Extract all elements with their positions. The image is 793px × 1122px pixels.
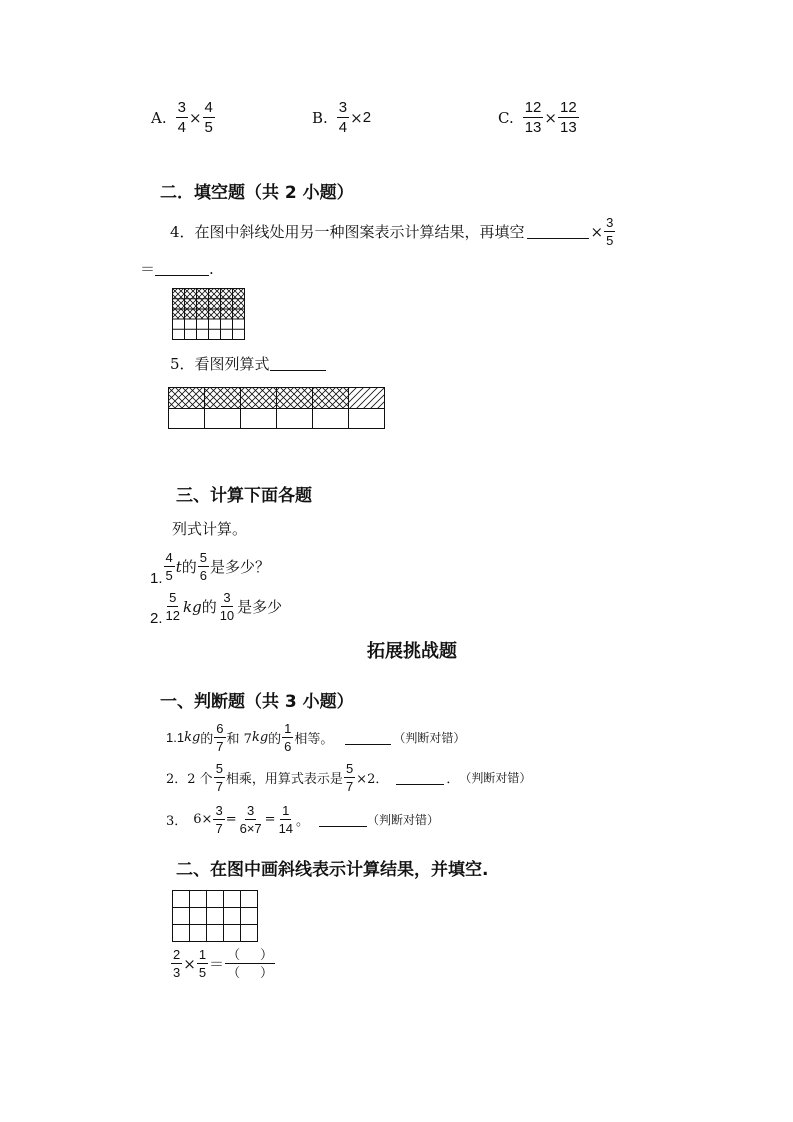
option-label: B. bbox=[312, 108, 328, 127]
times-sign: × bbox=[183, 954, 196, 973]
section-title-draw: 二、在图中画斜线表示计算结果，并填空. bbox=[176, 860, 489, 880]
option-label: A. bbox=[151, 108, 167, 127]
times-sign: × bbox=[350, 108, 363, 127]
fraction: $\frac{3}{6\times 7}$ bbox=[239, 803, 262, 836]
calc-problem-1 bbox=[150, 546, 270, 587]
hint-text: （判断对错） bbox=[367, 813, 440, 827]
q4-grid[interactable] bbox=[172, 288, 246, 341]
hint-text: （判断对错） bbox=[393, 731, 466, 745]
fraction: $\frac{12}{13}$ bbox=[559, 99, 577, 136]
answer-blank[interactable] bbox=[527, 224, 589, 239]
calc-intro: 列式计算。 bbox=[172, 520, 248, 538]
text: 。 bbox=[296, 814, 310, 829]
period: . bbox=[209, 259, 214, 278]
option-label: C. bbox=[498, 108, 514, 127]
fraction: $\frac{2}{3}$ bbox=[173, 947, 181, 980]
section-title-fill-blank: 二．填空题（共 2 小题） bbox=[160, 183, 354, 203]
judge-3 bbox=[166, 804, 439, 835]
option-b[interactable] bbox=[312, 100, 371, 135]
q5-grid[interactable] bbox=[168, 387, 386, 430]
text: 2．2 个 bbox=[166, 772, 213, 787]
problem-number: 2. bbox=[150, 610, 163, 627]
text: 相乘，用算式表示是 bbox=[225, 772, 343, 787]
times-sign: × bbox=[188, 108, 202, 127]
answer-blank[interactable] bbox=[396, 770, 444, 785]
text: ×2． bbox=[356, 772, 389, 787]
times-sign: × bbox=[544, 108, 557, 127]
text: 6× bbox=[193, 812, 213, 827]
fraction: $\frac{5}{7}$ bbox=[345, 761, 354, 794]
fraction: $\frac{3}{5}$ bbox=[606, 215, 614, 248]
unit: kg bbox=[251, 730, 269, 745]
equals-sign: = bbox=[225, 812, 237, 827]
question-4 bbox=[170, 216, 616, 247]
answer-fraction[interactable]: （ ） （ ） bbox=[227, 947, 274, 980]
fraction: $\frac{5}{7}$ bbox=[215, 761, 223, 794]
option-c[interactable] bbox=[498, 100, 580, 135]
draw-equation bbox=[170, 948, 276, 979]
fraction: $\frac{3}{4}$ bbox=[177, 99, 186, 136]
section-title-calc: 三、计算下面各题 bbox=[176, 486, 312, 506]
text: 1.1 bbox=[166, 730, 185, 745]
fraction: $\frac{1}{6}$ bbox=[284, 721, 292, 754]
unit: t bbox=[175, 557, 182, 576]
period: ． bbox=[446, 772, 460, 787]
factor: 2 bbox=[362, 109, 372, 126]
question-text: 5．看图列算式 bbox=[170, 355, 270, 373]
unit: kg bbox=[184, 730, 201, 745]
hint-text: （判断对错） bbox=[459, 771, 532, 785]
fraction: $\frac{4}{5}$ bbox=[204, 99, 213, 136]
equals-sign: ＝ bbox=[140, 260, 156, 278]
fraction: $\frac{4}{5}$ bbox=[165, 550, 173, 583]
section-title-judge: 一、判断题（共 3 小题） bbox=[160, 692, 354, 712]
fraction: $\frac{1}{14}$ bbox=[278, 803, 294, 836]
times-sign: × bbox=[590, 222, 604, 241]
problem-number: 1. bbox=[150, 570, 163, 587]
judge-1 bbox=[166, 722, 465, 753]
fraction: $\frac{5}{6}$ bbox=[199, 550, 208, 583]
question-5 bbox=[170, 353, 326, 374]
text: 的 bbox=[181, 558, 197, 576]
answer-blank[interactable] bbox=[319, 812, 367, 827]
fraction: $\frac{3}{4}$ bbox=[338, 99, 348, 136]
text: 的 bbox=[268, 732, 282, 747]
question-4-result bbox=[140, 258, 214, 279]
text: 的 bbox=[201, 598, 217, 616]
option-a[interactable] bbox=[151, 100, 216, 135]
equals-sign: ＝ bbox=[209, 955, 225, 973]
fraction: $\frac{12}{13}$ bbox=[524, 99, 542, 136]
draw-grid[interactable] bbox=[172, 890, 259, 943]
fraction: $\frac{6}{7}$ bbox=[216, 721, 224, 754]
fraction: $\frac{3}{10}$ bbox=[219, 590, 235, 623]
judge-2 bbox=[166, 762, 531, 793]
fraction: $\frac{1}{5}$ bbox=[198, 947, 207, 980]
equals-sign: = bbox=[264, 812, 276, 827]
extension-title: 拓展挑战题 bbox=[367, 641, 457, 662]
text: 相等。 bbox=[294, 732, 334, 747]
answer-blank[interactable] bbox=[345, 730, 391, 745]
question-text: 4．在图中斜线处用另一种图案表示计算结果，再填空 bbox=[170, 223, 525, 241]
text: 和 7 bbox=[226, 732, 252, 747]
text: 是多少？ bbox=[210, 558, 271, 576]
answer-blank[interactable] bbox=[270, 356, 326, 371]
fraction: $\frac{3}{7}$ bbox=[215, 803, 223, 836]
text: 是多少 bbox=[237, 598, 283, 616]
text: 的 bbox=[200, 732, 214, 747]
calc-problem-2 bbox=[150, 586, 282, 627]
unit: kg bbox=[182, 597, 202, 616]
answer-blank[interactable] bbox=[155, 261, 209, 276]
fraction: $\frac{5}{12}$ bbox=[165, 590, 180, 623]
text: 3． bbox=[166, 814, 188, 829]
